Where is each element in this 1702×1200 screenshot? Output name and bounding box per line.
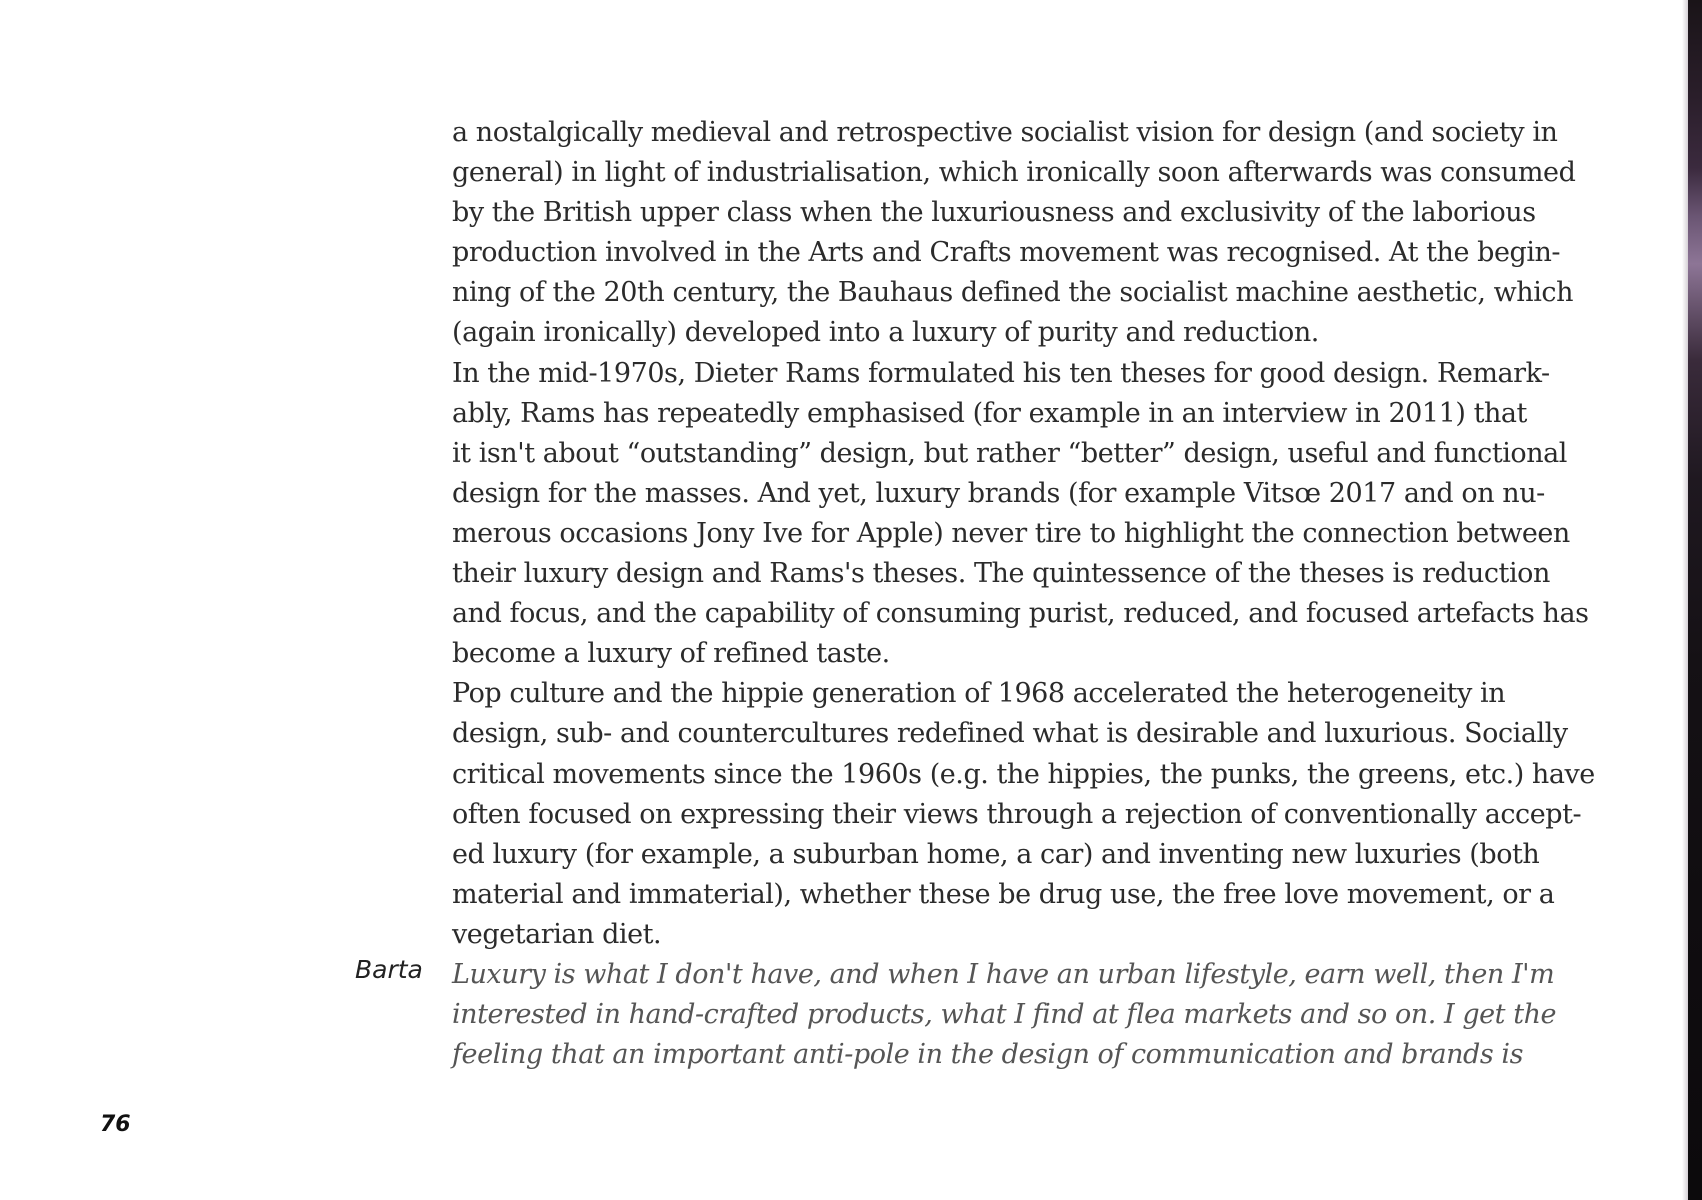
text-line: design for the masses. And yet, luxury brands (for example Vitsœ 2017 and on nu- — [452, 477, 1545, 509]
text-line: (again ironically) developed into a luxury of purity and reduction. — [452, 317, 1319, 349]
text-line: critical movements since the 1960s (e.g. the hippies, the punks, the greens, etc.) have — [452, 758, 1595, 790]
quote-line: Luxury is what I don't have, and when I have an urban lifestyle, earn well, then I'm — [452, 958, 1555, 990]
paragraph-pop-culture — [452, 674, 1612, 955]
text-line: their luxury design and Rams's theses. The quintessence of the theses is reduction — [452, 558, 1550, 590]
text-line: often focused on expressing their views through a rejection of conventionally accept- — [452, 798, 1582, 830]
text-line: general) in light of industrialisation, which ironically soon afterwards was consumed — [452, 157, 1576, 189]
text-line: material and immaterial), whether these be drug use, the free love movement, or a — [452, 878, 1555, 910]
interview-quote — [452, 955, 1612, 1075]
page-number: 76 — [100, 1112, 131, 1137]
text-line: design, sub- and countercultures redefined what is desirable and luxurious. Socially — [452, 718, 1568, 750]
page-edge — [1688, 0, 1702, 1200]
text-line: production involved in the Arts and Crafts movement was recognised. At the begin- — [452, 237, 1561, 269]
main-text — [452, 113, 1612, 1075]
text-line: a nostalgically medieval and retrospective socialist vision for design (and society in — [452, 117, 1558, 148]
quote-speaker: Barta — [355, 955, 423, 984]
text-line: ed luxury (for example, a suburban home, a car) and inventing new luxuries (both — [452, 838, 1540, 870]
quote-line: interested in hand-crafted products, what I find at flea markets and so on. I get the — [452, 999, 1557, 1031]
text-line: it isn't about “outstanding” design, but rather “better” design, useful and functional — [452, 437, 1567, 469]
quote-line: feeling that an important anti-pole in the design of communication and brands is — [452, 1039, 1524, 1071]
text-line: merous occasions Jony Ive for Apple) never tire to highlight the connection between — [452, 517, 1570, 549]
paragraph-arts-and-crafts — [452, 113, 1612, 354]
text-line: and focus, and the capability of consuming purist, reduced, and focused artefacts has — [452, 598, 1589, 630]
text-line: become a luxury of refined taste. — [452, 638, 890, 670]
text-line: vegetarian diet. — [452, 918, 662, 950]
paragraph-dieter-rams — [452, 354, 1612, 675]
text-line: Pop culture and the hippie generation of 1968 accelerated the heterogeneity in — [452, 678, 1506, 710]
text-line: In the mid-1970s, Dieter Rams formulated his ten theses for good design. Remark- — [452, 357, 1550, 389]
text-line: ning of the 20th century, the Bauhaus defined the socialist machine aesthetic, which — [452, 277, 1574, 309]
text-line: ably, Rams has repeatedly emphasised (for example in an interview in 2011) that — [452, 397, 1527, 429]
text-line: by the British upper class when the luxuriousness and exclusivity of the laborious — [452, 197, 1536, 229]
